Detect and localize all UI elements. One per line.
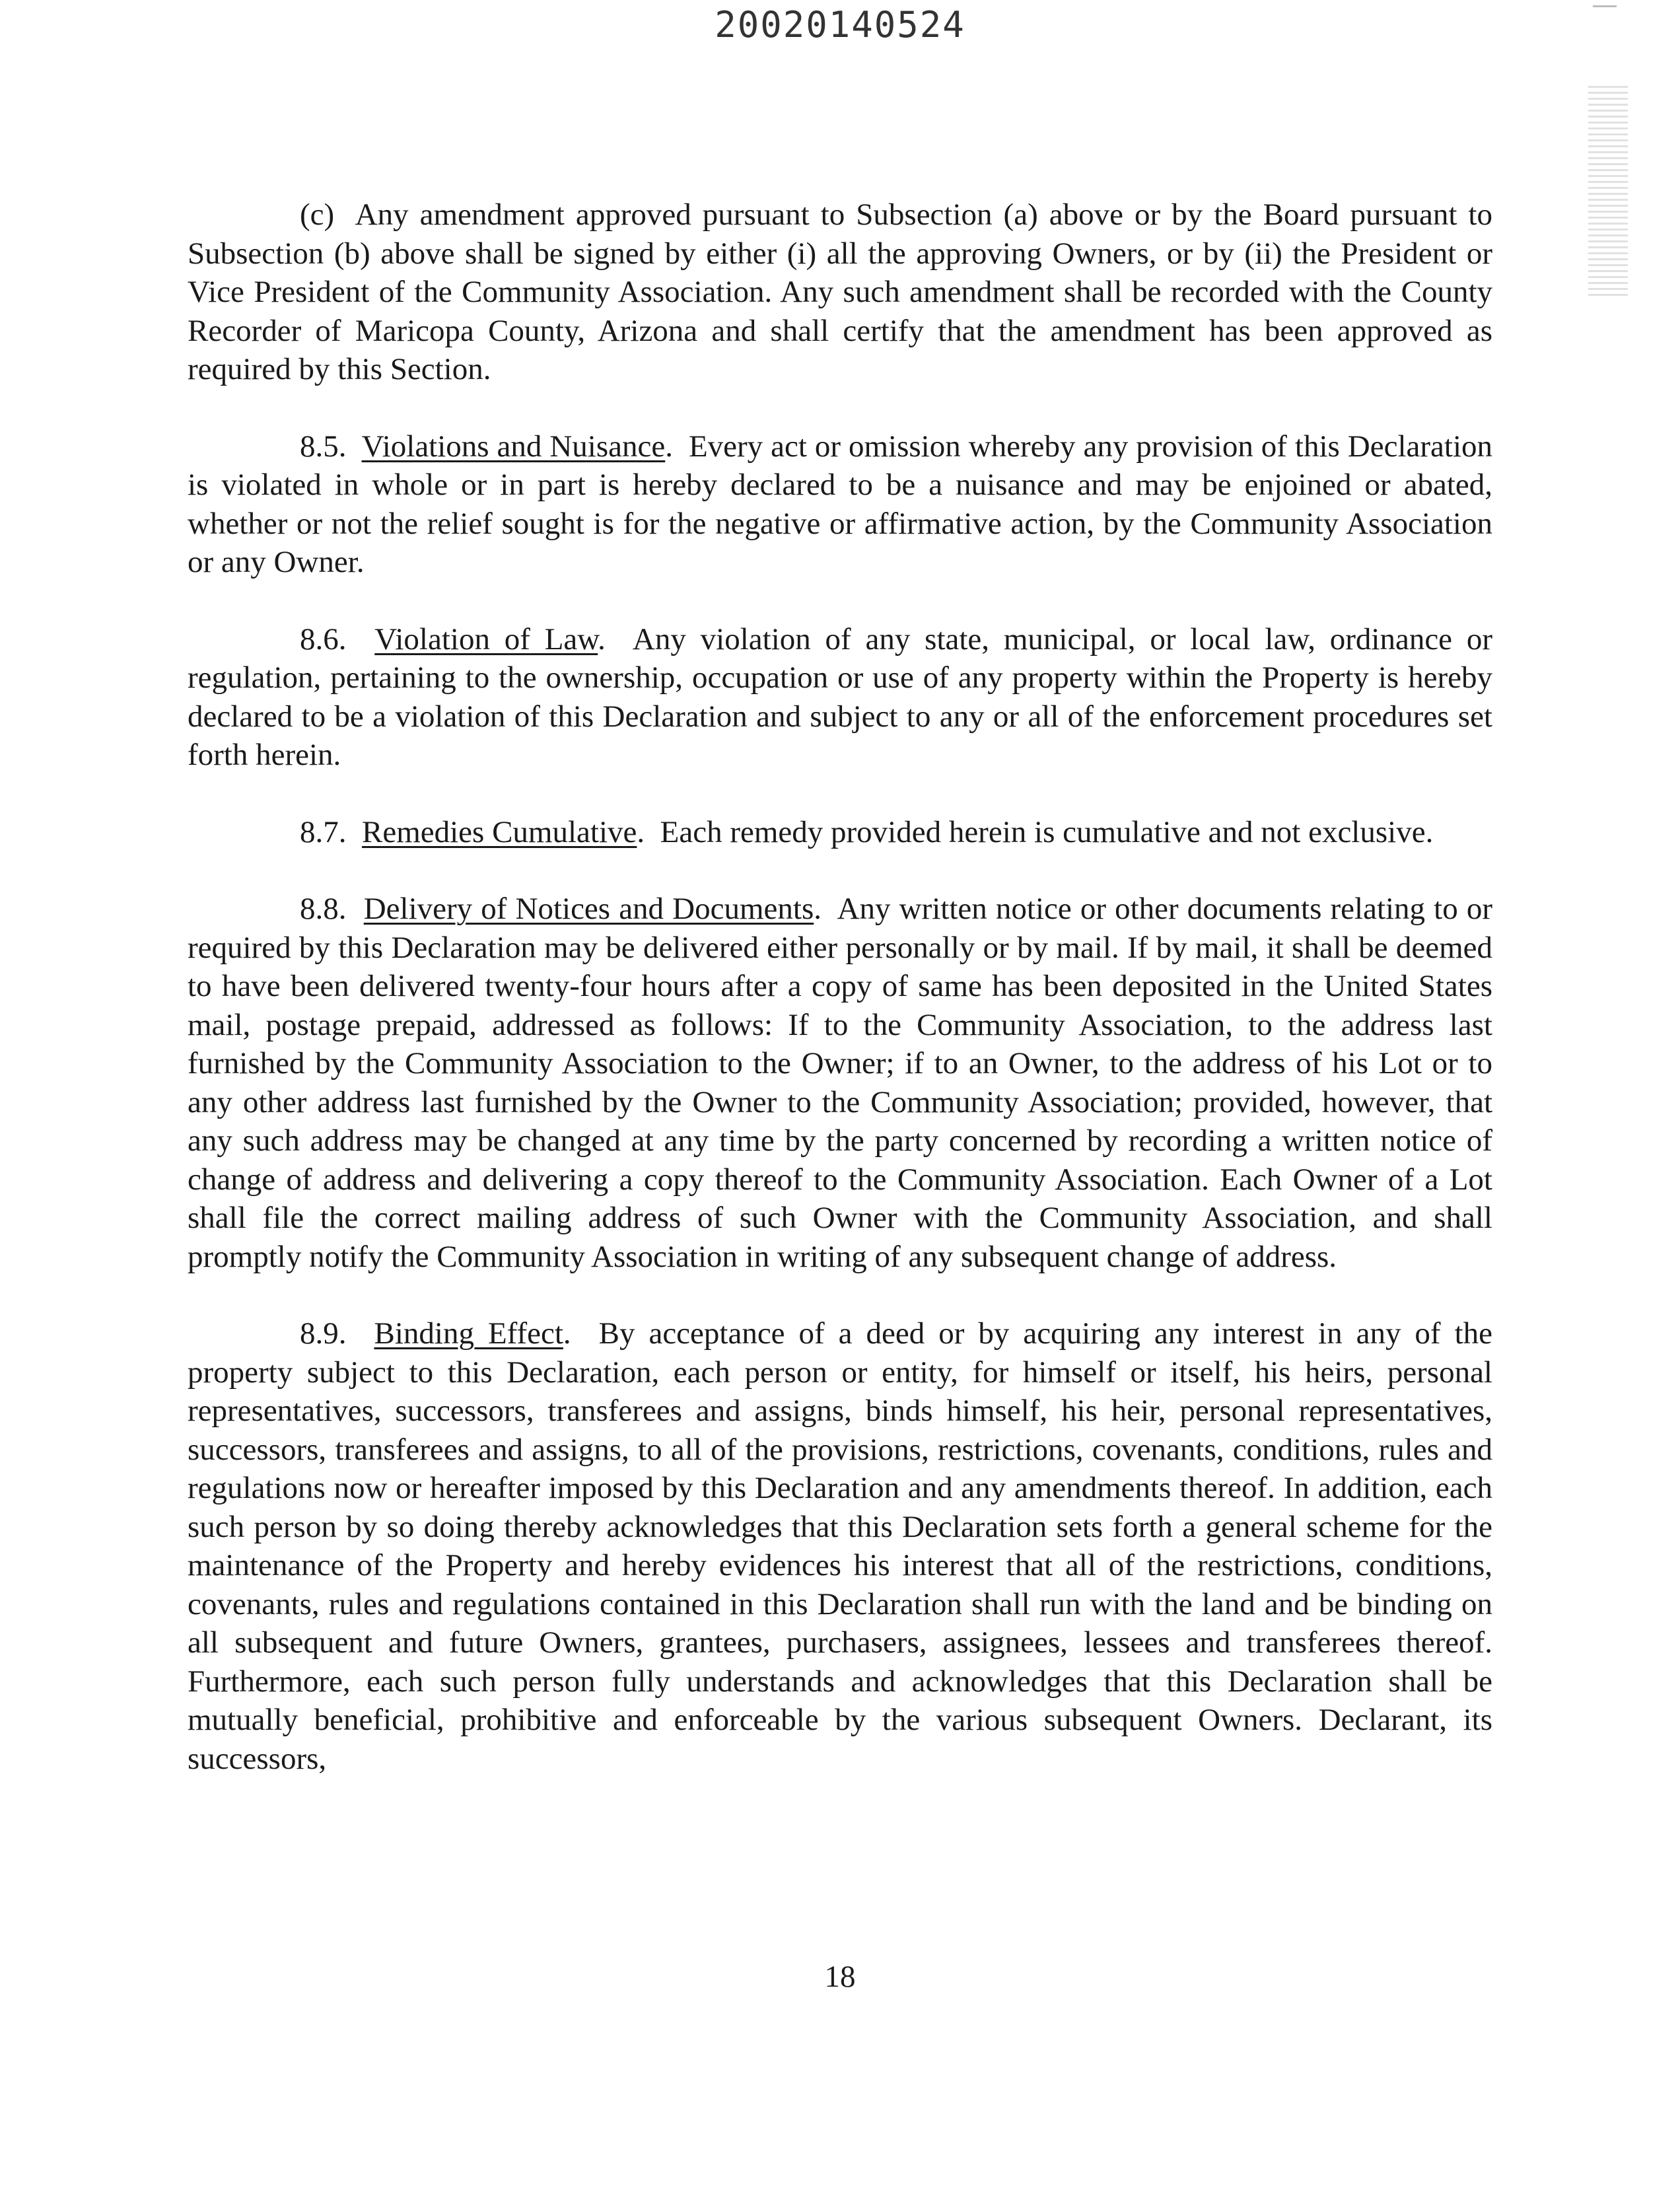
paragraph-8-7: 8.7. Remedies Cumulative. Each remedy provided herein is cumulative and not exclusive. (300, 814, 1434, 849)
paragraph-heading: Remedies Cumulative (362, 814, 637, 849)
document-number: 20020140524 (715, 4, 965, 46)
paragraph-heading: Violation of Law (374, 621, 598, 656)
paragraph-8-4-c (188, 195, 1492, 389)
paragraph-8-9: 8.9. Binding Effect. By acceptance of a deed or by acquiring any interest in any of the property subject to this Declaration, each person or entity, for himself or itself, his heirs, personal representatives, successors, transferees and assigns, binds himself, his heir, personal representatives, successors, transferees and assigns, to all of the provisions, restrictions, covenants, conditions, rules and regulations now or hereafter imposed by this Declaration and any amendments thereof. In addition, each such person by so doing thereby acknowledges that this Declaration sets forth a general scheme for the maintenance of the Property and hereby evidences his interest that all of the restrictions, conditions, covenants, rules and regulations contained in this Declaration shall run with the land and be binding on all subsequent and future Owners, grantees, purchasers, assignees, lessees and transferees thereof. Furthermore, each such person fully understands and acknowledges that this Declaration shall be mutually beneficial, prohibitive and enforceable by the various subsequent Owners. Declarant, its successors, (188, 1316, 1492, 1776)
page-number: 18 (824, 1960, 856, 1994)
paragraph-heading: Binding Effect (374, 1316, 563, 1351)
margin-recording-stamp (1588, 86, 1628, 297)
paragraph-text: Every act or omission whereby any provision of this Declaration is violated in whole or in part is hereby declared to be a nuisance and may be enjoined or abated, whether or not the relief sought is for the negative or affirmative action, by the Community Association or any Owner. (188, 429, 1493, 579)
paragraph-text: By acceptance of a deed or by acquiring any interest in any of the property subject to this Declaration, each person or entity, for himself or itself, his heirs, personal representatives, successors, transferees and assigns, binds himself, his heir, personal representatives, successors, transferees and assigns, to all of the provisions, restrictions, covenants, conditions, rules and regulations now or hereafter imposed by this Declaration and any amendments thereof. In addition, each such person by so doing thereby acknowledges that this Declaration sets forth a general scheme for the maintenance of the Property and hereby evidences his interest that all of the restrictions, conditions, covenants, rules and regulations contained in this Declaration shall run with the land and be binding on all subsequent and future Owners, grantees, purchasers, assignees, lessees and transferees thereof. Furthermore, each such person fully understands and acknowledges that this Declaration shall be mutually beneficial, prohibitive and enforceable by the various subsequent Owners. Declarant, its successors, (188, 1316, 1492, 1776)
paragraph-text: Any amendment approved pursuant to Subsection (a) above or by the Board pursuant to Subsection (b) above shall be signed by either (i) all the approving Owners, or by (ii) the President or Vice President of the Community Association. Any such amendment shall be recorded with the County Recorder of Maricopa County, Arizona and shall certify that the amendment has been approved as required by this Section. (188, 197, 1492, 386)
paragraph-heading: Delivery of Notices and Documents (363, 892, 814, 926)
paragraph-text: Any violation of any state, municipal, or local law, ordinance or regulation, pertaining to the ownership, occupation or use of any property within the Property is hereby declared to be a violation of this Declaration and subject to any or all of the enforcement procedures set forth herein. (188, 621, 1492, 772)
paragraph-text: Any written notice or other documents relating to or required by this Declaration may be delivered either personally or by mail. If by mail, it shall be deemed to have been delivered twenty-four hours after a copy of same has been deposited in the United States mail, postage prepaid, addressed as follows: If to the Community Association, to the address last furnished by the Community Association to the Owner; if to an Owner, to the address of his Lot or to any other address last furnished by the Owner to the Community Association; provided, however, that any such address may be changed at any time by the party concerned by recording a written notice of change of address and delivering a copy thereof to the Community Association. Each Owner of a Lot shall file the correct mailing address of such Owner with the Community Association, and shall promptly notify the Community Association in writing of any subsequent change of address. (188, 892, 1492, 1274)
paragraph-number: 8.5. (300, 429, 347, 464)
document-body (188, 195, 1492, 1778)
paragraph-number: 8.8. (300, 892, 347, 926)
paragraph-8-5: 8.5. Violations and Nuisance. Every act or omission whereby any provision of this Declaration is violated in whole or in part is hereby declared to be a nuisance and may be enjoined or abated, whether or not the relief sought is for the negative or affirmative action, by the Community Association or any Owner. (188, 429, 1493, 579)
paragraph-heading: Violations and Nuisance (361, 429, 666, 464)
paragraph-number: 8.9. (300, 1316, 347, 1351)
paragraph-number: 8.6. (300, 621, 347, 656)
paragraph-number: 8.7. (300, 814, 347, 849)
paragraph-text: Each remedy provided herein is cumulative and not exclusive. (660, 814, 1434, 849)
paragraph-number: (c) (300, 197, 335, 232)
paragraph-8-8: 8.8. Delivery of Notices and Documents. Any written notice or other documents relating to or required by this Declaration may be delivered either personally or by mail. If by mail, it shall be deemed to have been delivered twenty-four hours after a copy of same has been deposited in the United States mail, postage prepaid, addressed as follows: If to the Community Association, to the address last furnished by the Community Association to the Owner; if to an Owner, to the address of his Lot or to any other address last furnished by the Owner to the Community Association; provided, however, that any such address may be changed at any time by the party concerned by recording a written notice of change of address and delivering a copy thereof to the Community Association. Each Owner of a Lot shall file the correct mailing address of such Owner with the Community Association, and shall promptly notify the Community Association in writing of any subsequent change of address. (188, 892, 1492, 1274)
scan-corner-mark (1593, 5, 1617, 7)
paragraph-8-6: 8.6. Violation of Law. Any violation of any state, municipal, or local law, ordinance or regulation, pertaining to the ownership, occupation or use of any property within the Property is hereby declared to be a violation of this Declaration and subject to any or all of the enforcement procedures set forth herein. (188, 621, 1492, 772)
